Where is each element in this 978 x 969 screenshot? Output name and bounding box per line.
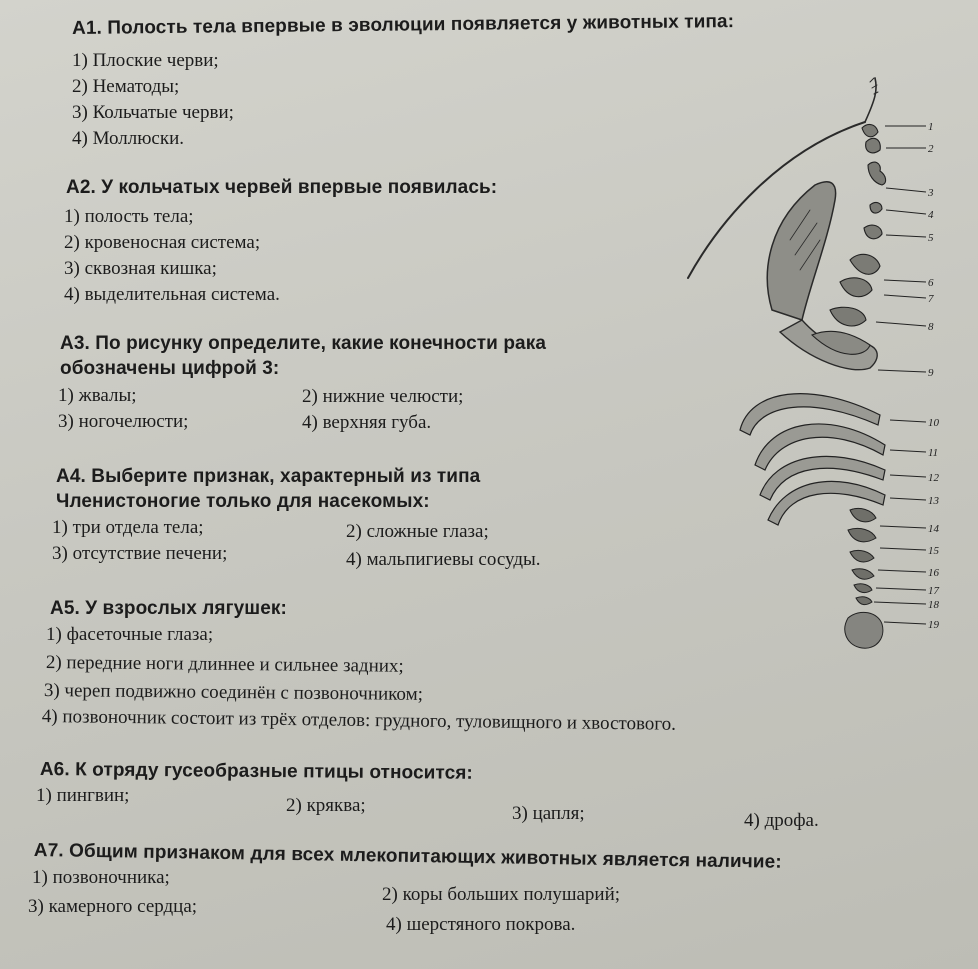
question-a2-option-3: 3) сквозная кишка; [64,258,217,279]
question-a6-option-3: 3) цапля; [512,803,585,824]
figure-label-1: 1 [928,121,934,133]
question-a7-title: А7. Общим признаком для всех млекопитающих животных является наличие: [33,840,782,873]
question-a2-title: А2. У кольчатых червей впервые появилась: [66,177,498,198]
question-a3-title-line-2: обозначены цифрой 3: [60,358,280,379]
figure-label-2: 2 [928,143,934,155]
question-a3-title-line-1: А3. По рисунку определите, какие конечности рака [60,333,546,354]
crayfish-appendages-figure [680,70,960,690]
question-a2-option-4: 4) выделительная система. [64,284,280,305]
question-a1-option-3: 3) Кольчатые черви; [72,102,234,123]
figure-label-6: 6 [928,277,934,289]
figure-label-9: 9 [928,367,934,379]
figure-label-15: 15 [928,545,939,557]
question-a2-option-2: 2) кровеносная система; [64,232,261,253]
question-a3-option-3: 3) ногочелюсти; [58,411,189,432]
question-a6-title: А6. К отряду гусеобразные птицы относится: [39,759,474,784]
question-a4-option-2: 2) сложные глаза; [346,521,489,542]
question-a7-option-3: 3) камерного сердца; [28,896,198,917]
question-a5-option-4: 4) позвоночник состоит из трёх отделов: грудного, туловищного и хвостового. [41,706,677,735]
question-a4-title-line-2: Членистоногие только для насекомых: [56,491,430,512]
figure-label-19: 19 [928,619,939,631]
figure-label-16: 16 [928,567,939,579]
question-a1-option-2: 2) Нематоды; [72,76,180,97]
question-a7-option-4: 4) шерстяного покрова. [386,914,576,935]
figure-label-17: 17 [928,585,939,597]
figure-label-7: 7 [928,293,934,305]
question-a7-option-1: 1) позвоночника; [32,867,170,888]
question-a5-option-2: 2) передние ноги длиннее и сильнее задних; [45,652,404,677]
question-a1-option-4: 4) Моллюски. [72,128,184,149]
figure-label-11: 11 [928,447,939,459]
figure-label-3: 3 [928,187,934,199]
question-a3-option-1: 1) жвалы; [58,385,137,406]
figure-label-12: 12 [928,472,939,484]
question-a4-option-3: 3) отсутствие печени; [52,543,228,564]
question-a3-option-2: 2) нижние челюсти; [302,386,464,407]
question-a7-option-2: 2) коры больших полушарий; [382,884,621,905]
question-a6-option-2: 2) кряква; [286,795,366,816]
figure-label-5: 5 [928,232,934,244]
question-a6-option-1: 1) пингвин; [36,785,130,806]
question-a1-title: А1. Полость тела впервые в эволюции появляется у животных типа: [72,11,735,39]
question-a6-option-4: 4) дрофа. [744,810,819,831]
question-a4-option-1: 1) три отдела тела; [52,517,204,538]
figure-label-14: 14 [928,523,939,535]
question-a5-title: А5. У взрослых лягушек: [50,598,287,619]
question-a2-option-1: 1) полость тела; [64,206,194,227]
question-a4-title-line-1: А4. Выберите признак, характерный из типа [56,466,481,487]
figure-label-18: 18 [928,599,939,611]
figure-label-4: 4 [928,209,934,221]
figure-label-8: 8 [928,321,934,333]
figure-label-13: 13 [928,495,939,507]
question-a3-option-4: 4) верхняя губа. [302,412,432,433]
question-a4-option-4: 4) мальпигиевы сосуды. [346,549,541,570]
question-a1-option-1: 1) Плоские черви; [72,50,219,71]
question-a5-option-3: 3) череп подвижно соединён с позвоночником; [43,680,424,705]
question-a5-option-1: 1) фасеточные глаза; [46,624,214,645]
figure-label-10: 10 [928,417,939,429]
